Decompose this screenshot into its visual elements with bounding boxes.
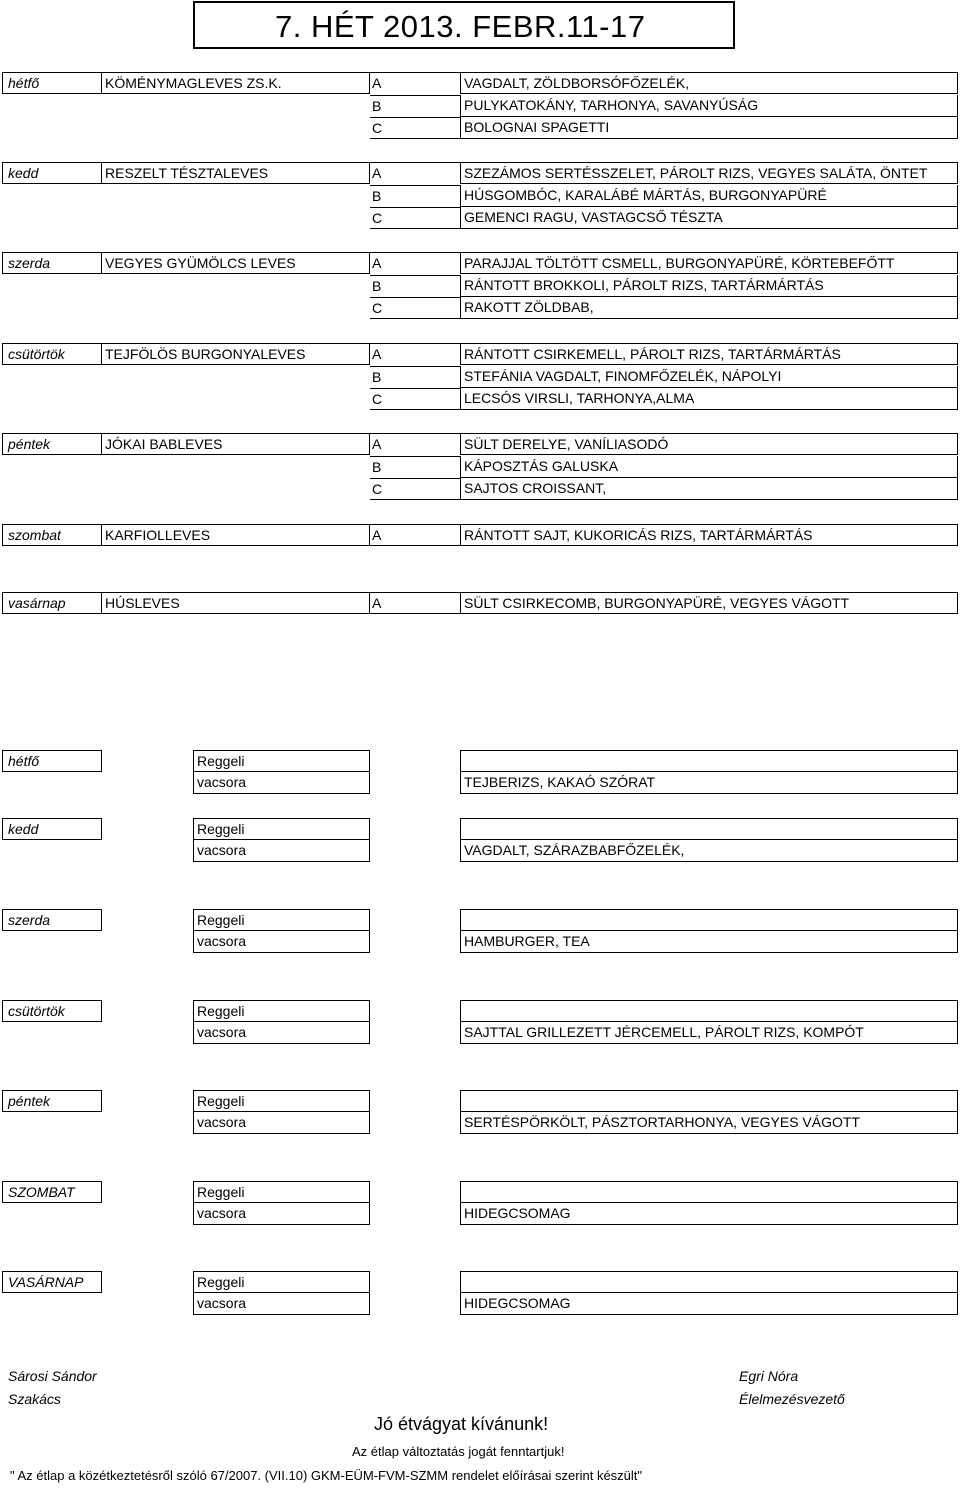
lunch-day-label: vasárnap [2,592,102,614]
dish-cell: LECSÓS VIRSLI, TARHONYA,ALMA [460,388,958,410]
meal-day-label: szerda [2,909,102,931]
option-letter: C [370,478,460,500]
breakfast-dish [460,1181,958,1203]
dinner-label: vacsora [193,1203,370,1225]
dinner-label: vacsora [193,931,370,953]
option-letter: A [370,162,460,184]
breakfast-label: Reggeli [193,818,370,840]
dinner-dish: SAJTTAL GRILLEZETT JÉRCEMELL, PÁROLT RIZS, KOMPÓT [460,1022,958,1044]
soup-cell: HÚSLEVES [102,592,370,614]
dish-cell: PULYKATOKÁNY, TARHONYA, SAVANYÚSÁG [460,95,958,117]
dish-cell: HÚSGOMBÓC, KARALÁBÉ MÁRTÁS, BURGONYAPÜRÉ [460,185,958,207]
breakfast-dish [460,1271,958,1293]
breakfast-label: Reggeli [193,750,370,772]
breakfast-label: Reggeli [193,1000,370,1022]
option-letter: C [370,117,460,139]
manager-role: Élelmezésvezető [739,1391,845,1407]
page-title: 7. HÉT 2013. FEBR.11-17 [275,9,646,44]
manager-name: Egri Nóra [739,1368,799,1384]
dinner-label: vacsora [193,1022,370,1044]
option-letter: A [370,592,460,614]
option-letter: B [370,185,460,207]
dinner-dish: VAGDALT, SZÁRAZBABFŐZELÉK, [460,840,958,862]
option-letter: A [370,524,460,546]
option-letter: A [370,252,460,274]
option-letter: A [370,343,460,365]
dish-cell: KÁPOSZTÁS GALUSKA [460,456,958,478]
dinner-label: vacsora [193,1112,370,1134]
dinner-dish: TEJBERIZS, KAKAÓ SZÓRAT [460,772,958,794]
option-letter: B [370,95,460,117]
change-notice: Az étlap változtatás jogát fenntartjuk! [352,1444,565,1459]
dinner-dish: SERTÉSPÖRKÖLT, PÁSZTORTARHONYA, VEGYES VÁGOTT [460,1112,958,1134]
dish-cell: SZEZÁMOS SERTÉSSZELET, PÁROLT RIZS, VEGYES SALÁTA, ÖNTET [460,162,958,184]
cook-name: Sárosi Sándor [8,1368,97,1384]
lunch-day-label: péntek [2,433,102,455]
dish-cell: RAKOTT ZÖLDBAB, [460,297,958,319]
option-letter: C [370,388,460,410]
soup-cell: TEJFÖLÖS BURGONYALEVES [102,343,370,365]
meal-day-label: SZOMBAT [2,1181,102,1203]
dish-cell: GEMENCI RAGU, VASTAGCSŐ TÉSZTA [460,207,958,229]
cook-role: Szakács [8,1391,61,1407]
breakfast-dish [460,1090,958,1112]
meal-day-label: kedd [2,818,102,840]
breakfast-dish [460,750,958,772]
breakfast-dish [460,818,958,840]
dinner-dish: HIDEGCSOMAG [460,1203,958,1225]
lunch-day-label: csütörtök [2,343,102,365]
dinner-dish: HAMBURGER, TEA [460,931,958,953]
dish-cell: SAJTOS CROISSANT, [460,478,958,500]
option-letter: B [370,366,460,388]
breakfast-dish [460,909,958,931]
option-letter: B [370,456,460,478]
option-letter: C [370,207,460,229]
meal-day-label: csütörtök [2,1000,102,1022]
soup-cell: RESZELT TÉSZTALEVES [102,162,370,184]
soup-cell: VEGYES GYÜMÖLCS LEVES [102,252,370,274]
breakfast-label: Reggeli [193,1181,370,1203]
lunch-day-label: szombat [2,524,102,546]
lunch-day-label: kedd [2,162,102,184]
option-letter: A [370,72,460,94]
regulation-note: " Az étlap a közétkeztetésről szóló 67/2007. (VII.10) GKM-EÜM-FVM-SZMM rendelet előírásai szerint készült" [10,1468,643,1483]
meal-day-label: péntek [2,1090,102,1112]
dish-cell: PARAJJAL TÖLTÖTT CSMELL, BURGONYAPÜRÉ, KÖRTEBEFŐTT [460,252,958,274]
dish-cell: RÁNTOTT SAJT, KUKORICÁS RIZS, TARTÁRMÁRTÁS [460,524,958,546]
dinner-dish: HIDEGCSOMAG [460,1293,958,1315]
meal-day-label: hétfő [2,750,102,772]
dish-cell: STEFÁNIA VAGDALT, FINOMFŐZELÉK, NÁPOLYI [460,366,958,388]
breakfast-label: Reggeli [193,1090,370,1112]
dinner-label: vacsora [193,1293,370,1315]
breakfast-label: Reggeli [193,909,370,931]
option-letter: A [370,433,460,455]
meal-day-label: VASÁRNAP [2,1271,102,1293]
dish-cell: SÜLT CSIRKECOMB, BURGONYAPÜRÉ, VEGYES VÁGOTT [460,592,958,614]
breakfast-dish [460,1000,958,1022]
option-letter: C [370,297,460,319]
dish-cell: BOLOGNAI SPAGETTI [460,117,958,139]
dish-cell: RÁNTOTT BROKKOLI, PÁROLT RIZS, TARTÁRMÁRTÁS [460,275,958,297]
greeting: Jó étvágyat kívánunk! [374,1414,549,1434]
lunch-day-label: szerda [2,252,102,274]
option-letter: B [370,275,460,297]
soup-cell: JÓKAI BABLEVES [102,433,370,455]
title-box [193,1,735,49]
dinner-label: vacsora [193,772,370,794]
lunch-day-label: hétfő [2,72,102,94]
dish-cell: SÜLT DERELYE, VANÍLIASODÓ [460,433,958,455]
soup-cell: KÖMÉNYMAGLEVES ZS.K. [102,72,370,94]
dish-cell: RÁNTOTT CSIRKEMELL, PÁROLT RIZS, TARTÁRMÁRTÁS [460,343,958,365]
dish-cell: VAGDALT, ZÖLDBORSÓFŐZELÉK, [460,72,958,94]
dinner-label: vacsora [193,840,370,862]
breakfast-label: Reggeli [193,1271,370,1293]
soup-cell: KARFIOLLEVES [102,524,370,546]
